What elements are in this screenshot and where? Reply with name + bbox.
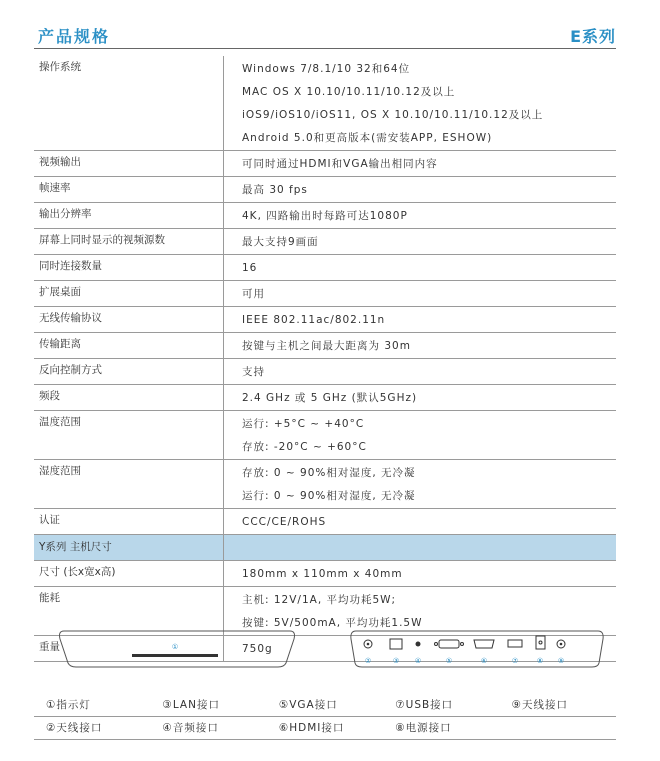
spec-value-line: iOS9/iOS10/iOS11, OS X 10.10/10.11/10.12及以上 bbox=[242, 109, 544, 121]
spec-row bbox=[34, 460, 616, 509]
spec-row bbox=[34, 203, 616, 229]
spec-value bbox=[224, 229, 616, 254]
spec-key: Y系列 主机尺寸 bbox=[34, 535, 224, 560]
legend-item: ⑦USB接口 bbox=[395, 699, 454, 711]
spec-key: 认证 bbox=[34, 509, 224, 534]
spec-value-line: 支持 bbox=[242, 366, 265, 378]
spec-row bbox=[34, 359, 616, 385]
back-labels bbox=[365, 657, 564, 665]
series-label: E系列 bbox=[570, 27, 616, 46]
header-divider bbox=[34, 48, 616, 49]
spec-row bbox=[34, 307, 616, 333]
spec-value bbox=[224, 203, 616, 228]
port-label: ⑧ bbox=[536, 657, 544, 665]
spec-value-line: 存放: -20°C ~ +60°C bbox=[242, 441, 367, 453]
device-diagram-svg bbox=[34, 623, 616, 673]
spec-value-line: 可同时通过HDMI和VGA输出相同内容 bbox=[242, 158, 438, 170]
spec-value bbox=[224, 307, 616, 332]
hdmi-port-icon bbox=[474, 640, 494, 648]
spec-value-line: 16 bbox=[242, 262, 258, 274]
spec-value-line: 最高 30 fps bbox=[242, 184, 308, 196]
spec-value-line: 主机: 12V/1A, 平均功耗5W; bbox=[242, 594, 397, 606]
spec-row bbox=[34, 255, 616, 281]
port-label: ⑦ bbox=[511, 657, 519, 665]
device-back-outline bbox=[351, 631, 603, 667]
spec-value bbox=[224, 255, 616, 280]
spec-value bbox=[224, 411, 616, 459]
spec-key: 能耗 bbox=[34, 587, 224, 635]
spec-value bbox=[224, 177, 616, 202]
power-port-icon bbox=[536, 636, 545, 649]
legend-row bbox=[34, 717, 616, 740]
page-header bbox=[38, 24, 616, 44]
spec-key: 传输距离 bbox=[34, 333, 224, 358]
spec-row bbox=[34, 56, 616, 151]
spec-row bbox=[34, 561, 616, 587]
port-label: ④ bbox=[414, 657, 422, 665]
vga-port-icon bbox=[439, 640, 459, 648]
spec-row bbox=[34, 385, 616, 411]
spec-value bbox=[224, 561, 616, 586]
spec-key: 屏幕上同时显示的视频源数 bbox=[34, 229, 224, 254]
port-label: ⑨ bbox=[557, 657, 565, 665]
legend-row bbox=[34, 694, 616, 717]
spec-value-line: 按键: 5V/500mA, 平均功耗1.5W bbox=[242, 617, 423, 629]
spec-key: 输出分辨率 bbox=[34, 203, 224, 228]
legend-item: ⑧电源接口 bbox=[395, 722, 452, 734]
spec-key: 反向控制方式 bbox=[34, 359, 224, 384]
spec-value-line: 存放: 0 ~ 90%相对湿度, 无冷凝 bbox=[242, 467, 416, 479]
spec-row bbox=[34, 229, 616, 255]
spec-key: 温度范围 bbox=[34, 411, 224, 459]
spec-value bbox=[224, 509, 616, 534]
spec-key: 操作系统 bbox=[34, 56, 224, 150]
spec-row bbox=[34, 535, 616, 561]
spec-value bbox=[224, 359, 616, 384]
spec-value bbox=[224, 56, 616, 150]
spec-value bbox=[224, 281, 616, 306]
device-diagram bbox=[34, 623, 616, 673]
spec-value-line: Windows 7/8.1/10 32和64位 bbox=[242, 63, 411, 75]
spec-value-line: 4K, 四路输出时每路可达1080P bbox=[242, 210, 408, 222]
spec-value bbox=[224, 460, 616, 508]
spec-row bbox=[34, 281, 616, 307]
spec-key: 频段 bbox=[34, 385, 224, 410]
spec-value-line: CCC/CE/ROHS bbox=[242, 516, 327, 528]
spec-value bbox=[224, 385, 616, 410]
spec-value-line: MAC OS X 10.10/10.11/10.12及以上 bbox=[242, 86, 456, 98]
spec-value-line: 按键与主机之间最大距离为 30m bbox=[242, 340, 411, 352]
spec-value-line: 750g bbox=[242, 643, 273, 655]
usb-port-icon bbox=[508, 640, 522, 647]
port-label: ② bbox=[364, 657, 372, 665]
port-label: ③ bbox=[392, 657, 400, 665]
spec-value-line: 可用 bbox=[242, 288, 265, 300]
spec-value-line: 运行: 0 ~ 90%相对湿度, 无冷凝 bbox=[242, 490, 416, 502]
spec-value-line: 180mm x 110mm x 40mm bbox=[242, 568, 403, 580]
audio-port-icon bbox=[416, 642, 421, 647]
legend-item: ③LAN接口 bbox=[162, 699, 220, 711]
legend-item: ②天线接口 bbox=[46, 722, 103, 734]
spec-row bbox=[34, 411, 616, 460]
spec-row bbox=[34, 509, 616, 535]
port-label: ⑥ bbox=[480, 657, 488, 665]
spec-key: 帧速率 bbox=[34, 177, 224, 202]
spec-row bbox=[34, 333, 616, 359]
page-title: 产品规格 bbox=[38, 27, 111, 46]
port-label: ⑤ bbox=[445, 657, 453, 665]
legend-item: ④音频接口 bbox=[162, 722, 219, 734]
indicator-light bbox=[132, 654, 218, 657]
spec-value bbox=[224, 535, 616, 560]
legend-item: ⑨天线接口 bbox=[511, 699, 569, 711]
spec-key: 同时连接数量 bbox=[34, 255, 224, 280]
port-legend bbox=[34, 694, 616, 740]
spec-row bbox=[34, 151, 616, 177]
spec-value-line: IEEE 802.11ac/802.11n bbox=[242, 314, 386, 326]
legend-item bbox=[500, 717, 616, 739]
spec-key: 扩展桌面 bbox=[34, 281, 224, 306]
legend-item: ⑤VGA接口 bbox=[278, 699, 338, 711]
spec-value bbox=[224, 333, 616, 358]
spec-key: 无线传输协议 bbox=[34, 307, 224, 332]
spec-key: 重量 bbox=[34, 636, 224, 661]
spec-value bbox=[224, 151, 616, 176]
spec-value-line: Android 5.0和更高版本(需安装APP, ESHOW) bbox=[242, 132, 493, 144]
spec-key: 视频输出 bbox=[34, 151, 224, 176]
spec-value-line: 最大支持9画面 bbox=[242, 236, 319, 248]
lan-port-icon bbox=[390, 639, 402, 649]
spec-key: 尺寸 (长x宽x高) bbox=[34, 561, 224, 586]
spec-value-line: 2.4 GHz 或 5 GHz (默认5GHz) bbox=[242, 392, 418, 404]
spec-key: 湿度范围 bbox=[34, 460, 224, 508]
label-1: ① bbox=[171, 643, 179, 651]
legend-item: ①指示灯 bbox=[46, 699, 91, 711]
spec-row bbox=[34, 177, 616, 203]
legend-item: ⑥HDMI接口 bbox=[278, 722, 345, 734]
spec-value-line: 运行: +5°C ~ +40°C bbox=[242, 418, 365, 430]
spec-table bbox=[34, 56, 616, 662]
